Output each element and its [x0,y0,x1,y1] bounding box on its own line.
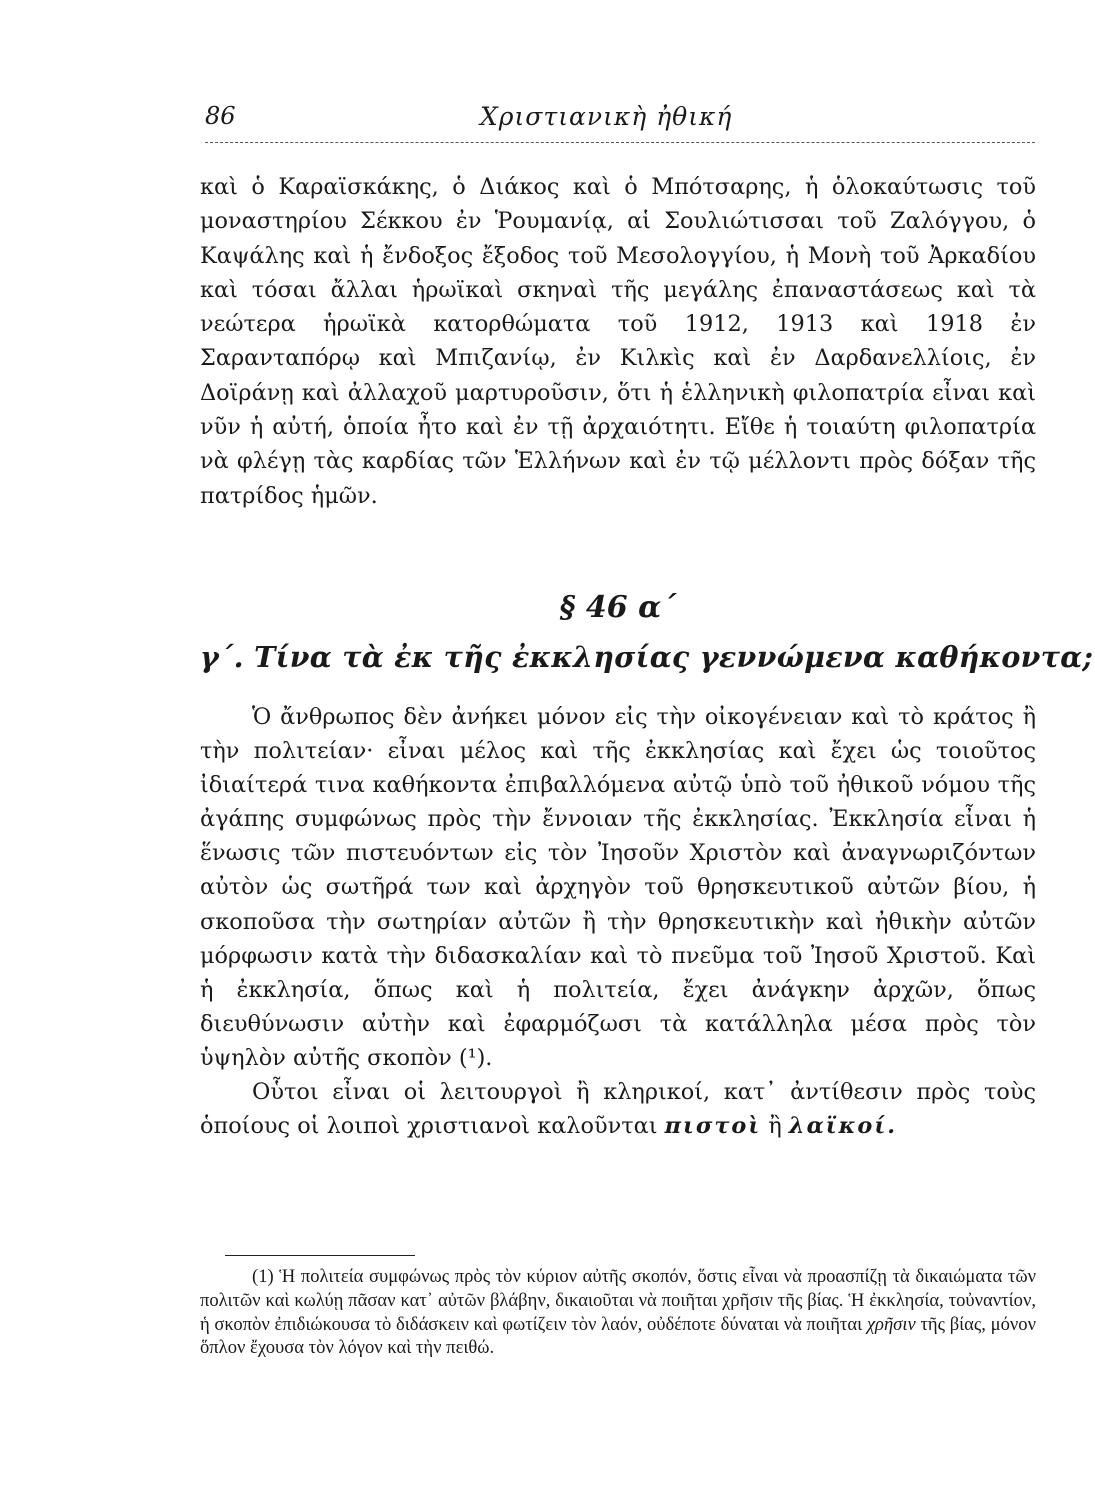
paragraph-2: Ὁ ἄνθρωπος δὲν ἀνήκει μόνον εἰς τὴν οἰκογένειαν καὶ τὸ κράτος ἢ τὴν πολιτείαν· εἶναι μέλος καὶ τῆς ἐκκλησίας καὶ ἔχει ὡς τοιοῦτος ἰδιαίτερά τινα καθήκοντα ἐπιβαλλόμενα αὐτῷ ὑπὸ τοῦ ἠθικοῦ νόμου τῆς ἀγάπης συμφώνως πρὸς τὴν ἔννοιαν τῆς ἐκκλησίας. Ἐκκλησία εἶναι ἡ ἕνωσις τῶν πιστευόντων εἰς τὸν Ἰησοῦν Χριστὸν καὶ ἀναγνωριζόντων αὐτὸν ὡς σωτῆρά των καὶ ἀρχηγὸν τοῦ θρησκευτικοῦ αὐτῶν βίου, ἡ σκοποῦσα τὴν σωτηρίαν αὐτῶν ἢ τὴν θρησκευτικὴν καὶ ἠθικὴν αὐτῶν μόρφωσιν κατὰ τὴν διδασκαλίαν καὶ τὸ πνεῦμα τοῦ Ἰησοῦ Χριστοῦ. Καὶ ἡ ἐκκλησία, ὅπως καὶ ἡ πολιτεία, ἔχει ἀνάγκην ἀρχῶν, ὅπως διευθύνωσιν αὐτὴν καὶ ἐφαρμόζωσι τὰ κατάλληλα μέσα πρὸς τὸν ὑψηλὸν αὐτῆς σκοπὸν (¹). [200,704,1036,1071]
running-title: Χριστιανικὴ ἠθική [480,102,733,131]
paragraph-1: καὶ ὁ Καραϊσκάκης, ὁ Διάκος καὶ ὁ Μπότσαρης, ἡ ὁλοκαύτωσις τοῦ μοναστηρίου Σέκκου ἐν Ῥουμανίᾳ, αἱ Σουλιώτισσαι τοῦ Ζαλόγγου, ὁ Καψάλης καὶ ἡ ἔνδοξος ἔξοδος τοῦ Μεσολογγίου, ἡ Μονὴ τοῦ Ἀρκαδίου καὶ τόσαι ἄλλαι ἡρωϊκαὶ σκηναὶ τῆς μεγάλης ἐπαναστάσεως καὶ τὰ νεώτερα ἡρωϊκὰ κατορθώματα τοῦ 1912, 1913 καὶ 1918 ἐν Σαρανταπόρῳ καὶ Μπιζανίῳ, ἐν Κιλκὶς καὶ ἐν Δαρδανελλίοις, ἐν Δοϊράνῃ καὶ ἀλλαχοῦ μαρτυροῦσιν, ὅτι ἡ ἑλληνικὴ φιλοπατρία εἶναι καὶ νῦν ἡ αὐτή, ὁποία ἦτο καὶ ἐν τῇ ἀρχαιότητι. Εἴθε ἡ τοιαύτη φιλοπατρία νὰ φλέγῃ τὰς καρδίας τῶν Ἑλλήνων καὶ ἐν τῷ μέλλοντι πρὸς δόξαν τῆς πατρίδος ἡμῶν. [200,174,1036,509]
page-number: 86 [205,102,236,130]
footnote-text-before: (1) Ἡ πολιτεία συμφώνως πρὸς τὸν κύριον αὐτῆς σκοπόν, ὅστις εἶναι νὰ προασπίζῃ τὰ δικαιώματα τῶν πολιτῶν καὶ κωλύῃ πᾶσαν κατ᾿ αὐτῶν βλάβην, δικαιοῦται νὰ ποιῆται χρῆσιν τῆς βίας. Ἡ ἐκκλησία, τοὐναντίον, ἡ σκοπὸν ἐπιδιώκουσα τὸ διδάσκειν καὶ φωτίζειν τὸν λαόν, οὐδέποτε δύναται νὰ ποιῆται [200,1266,1036,1335]
section-heading: § 46 α΄ [559,590,677,625]
footnote [200,1265,1036,1360]
paragraph-continued [200,170,1036,513]
footnote-text-after: τῆς βίας, μόνον ὅπλον ἔχουσα τὸν λόγον καὶ τὴν πειθώ. [200,1313,1036,1359]
footnote-emphasis: χρῆσιν [866,1313,916,1335]
term-pistoi: πιστοὶ [664,1113,762,1140]
footnote-divider [225,1255,415,1256]
question-heading: γ΄. Τίνα τὰ ἐκ τῆς ἐκκλησίας γεννώμενα καθήκοντα; [200,640,1094,674]
footnote-1 [200,1265,1036,1360]
paragraph-3-text: Οὗτοι εἶναι οἱ λειτουργοὶ ἢ κληρικοί, κατ᾿ ἀντίθεσιν πρὸς τοὺς ὁποίους οἱ λοιποὶ χριστιανοὶ καλοῦνται [200,1079,1036,1140]
paragraph-3 [200,1075,1036,1143]
term-laikoi: λαϊκοί. [788,1113,897,1140]
main-text [200,700,1036,1143]
page-header [205,100,1035,143]
conjunction: ἢ [768,1113,782,1140]
